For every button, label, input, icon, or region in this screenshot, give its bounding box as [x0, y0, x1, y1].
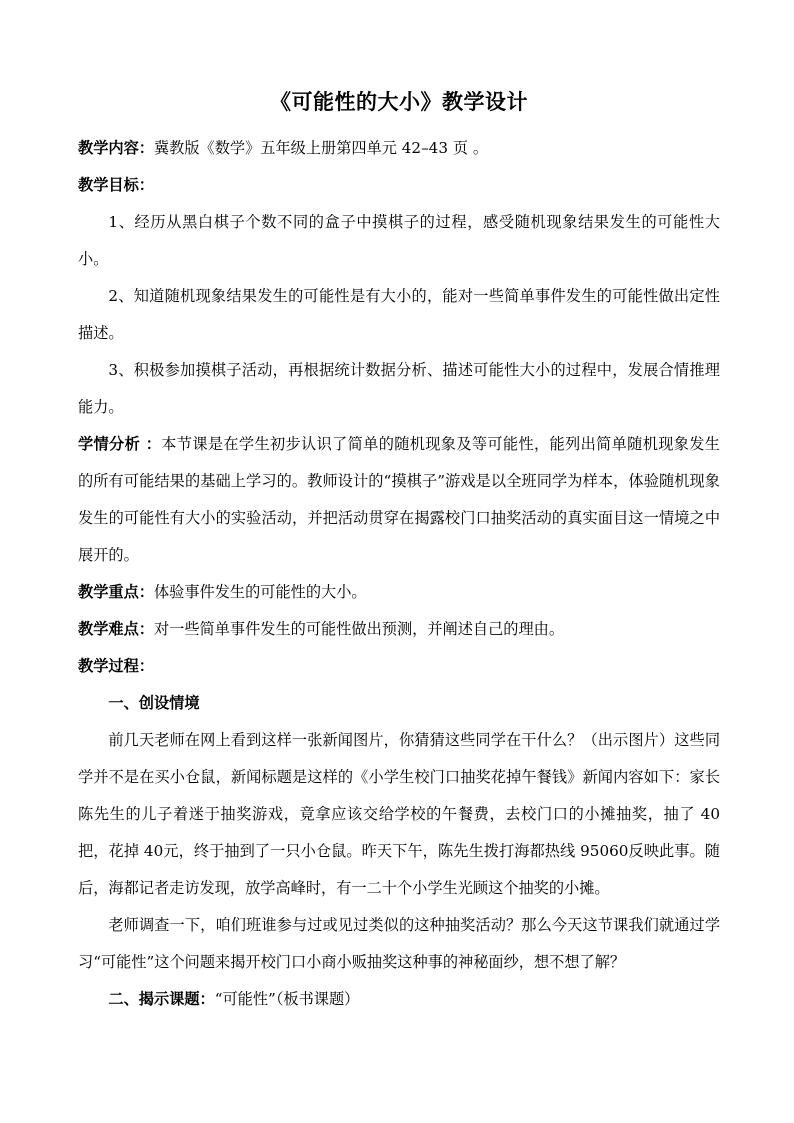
section-1-paragraph-1: 前几天老师在网上看到这样一张新闻图片，你猜猜这些同学在干什么？（出示图片）这些同学并不是在买小仓鼠，新闻标题是这样的《小学生校门口抽奖花掉午餐钱》新闻内容如下：家长陈先生的儿子着迷于抽奖游戏，竟拿应该交给学校的午餐费，去校门口的小摊抽奖，抽了 40把，花掉 40元，终于抽到了一只小仓鼠。昨天下午，陈先生拨打海都热线 95060反映此事。随后，海都记者走访发现，放学高峰时，有一二十个小学生光顾这个抽奖的小摊。 — [78, 731, 720, 897]
section-2-heading: 二、揭示课题： — [108, 990, 215, 1008]
document-title: 《可能性的大小》教学设计 — [270, 89, 528, 114]
teaching-process-label: 教学过程： — [78, 657, 154, 675]
section-1-heading: 一、创设情境 — [108, 694, 200, 712]
student-analysis-label: 学情分析 ： — [78, 435, 162, 453]
key-point — [78, 574, 720, 611]
teaching-content-label: 教学内容： — [78, 139, 154, 157]
student-analysis — [78, 426, 720, 574]
difficulty — [78, 611, 720, 648]
teaching-goals-label: 教学目标： — [78, 176, 154, 194]
section-1-paragraph-2: 老师调查一下，咱们班谁参与过或见过类似的这种抽奖活动？那么今天这节课我们就通过学习“可能性”这个问题来揭开校门口小商小贩抽奖这种事的神秘面纱，想不想了解？ — [78, 916, 720, 971]
key-point-label: 教学重点： — [78, 583, 154, 601]
difficulty-text: 对一些简单事件发生的可能性做出预测，并阐述自己的理由。 — [153, 620, 564, 638]
section-2 — [78, 981, 720, 1018]
goal-item-3: 3、积极参加摸棋子活动，再根据统计数据分析、描述可能性大小的过程中，发展合情推理能力。 — [78, 361, 720, 416]
key-point-text: 体验事件发生的可能性的大小。 — [153, 583, 367, 601]
goal-item-1: 1、经历从黑白棋子个数不同的盒子中摸棋子的过程，感受随机现象结果发生的可能性大小。 — [78, 213, 720, 268]
goal-item-2: 2、知道随机现象结果发生的可能性是有大小的，能对一些简单事件发生的可能性做出定性描述。 — [78, 287, 720, 342]
document-body — [78, 86, 720, 1018]
section-2-text: “可能性”（板书课题） — [214, 990, 360, 1008]
teaching-content-text: 冀教版《数学》五年级上册第四单元 42–43 页 。 — [153, 139, 489, 157]
difficulty-label: 教学难点： — [78, 620, 154, 638]
student-analysis-text: 本节课是在学生初步认识了简单的随机现象及等可能性，能列出简单随机现象发生的所有可能结果的基础上学习的。教师设计的“摸棋子”游戏是以全班同学为样本，体验随机现象发生的可能性有大小的实验活动，并把活动贯穿在揭露校门口抽奖活动的真实面目这一情境之中展开的。 — [78, 435, 720, 564]
teaching-content — [78, 130, 720, 167]
